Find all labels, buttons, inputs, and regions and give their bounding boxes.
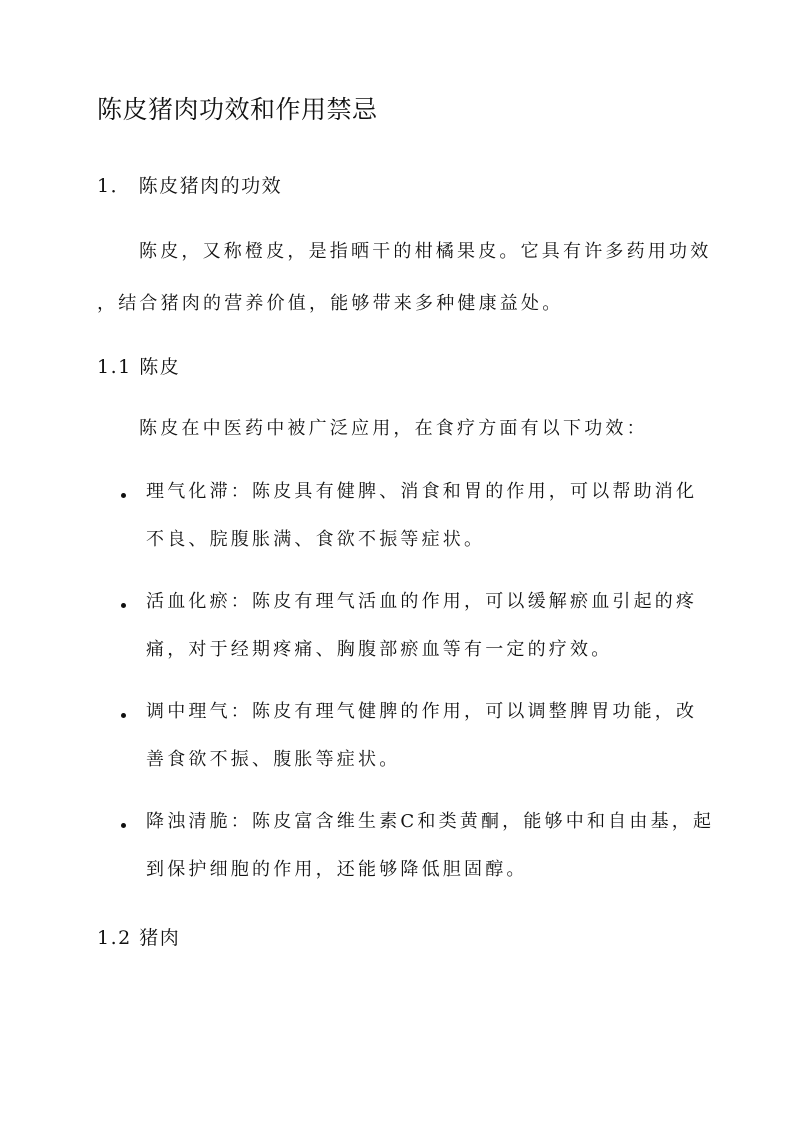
section1-1-intro: 陈皮在中医药中被广泛应用，在食疗方面有以下功效： bbox=[139, 418, 648, 439]
bullet-marker bbox=[121, 603, 126, 608]
section-heading-1-1: 1.1 陈皮 bbox=[97, 356, 181, 378]
bullet-3-line-2: 善食欲不振、腹胀等症状。 bbox=[146, 749, 401, 770]
bullet-marker bbox=[121, 493, 126, 498]
document-title: 陈皮猪肉功效和作用禁忌 bbox=[97, 95, 378, 124]
bullet-2-line-1: 活血化瘀：陈皮有理气活血的作用，可以缓解瘀血引起的疼 bbox=[146, 591, 698, 612]
section-heading-1: 1． 陈皮猪肉的功效 bbox=[97, 175, 283, 197]
bullet-3-line-1: 调中理气：陈皮有理气健脾的作用，可以调整脾胃功能，改 bbox=[146, 701, 698, 722]
bullet-1-line-2: 不良、脘腹胀满、食欲不振等症状。 bbox=[146, 529, 486, 550]
bullet-4-line-2: 到保护细胞的作用，还能够降低胆固醇。 bbox=[146, 859, 528, 880]
bullet-marker bbox=[121, 713, 126, 718]
section1-intro-line-2: ，结合猪肉的营养价值，能够带来多种健康益处。 bbox=[97, 293, 564, 314]
section1-intro-line-1: 陈皮，又称橙皮，是指晒干的柑橘果皮。它具有许多药用功效 bbox=[139, 241, 712, 262]
bullet-1-line-1: 理气化滞：陈皮具有健脾、消食和胃的作用，可以帮助消化 bbox=[146, 481, 698, 502]
bullet-2-line-2: 痛，对于经期疼痛、胸腹部瘀血等有一定的疗效。 bbox=[146, 639, 613, 660]
bullet-marker bbox=[121, 823, 126, 828]
bullet-4-line-1: 降浊清脆：陈皮富含维生素C和类黄酮，能够中和自由基，起 bbox=[146, 811, 715, 832]
section-heading-1-2: 1.2 猪肉 bbox=[97, 927, 181, 949]
